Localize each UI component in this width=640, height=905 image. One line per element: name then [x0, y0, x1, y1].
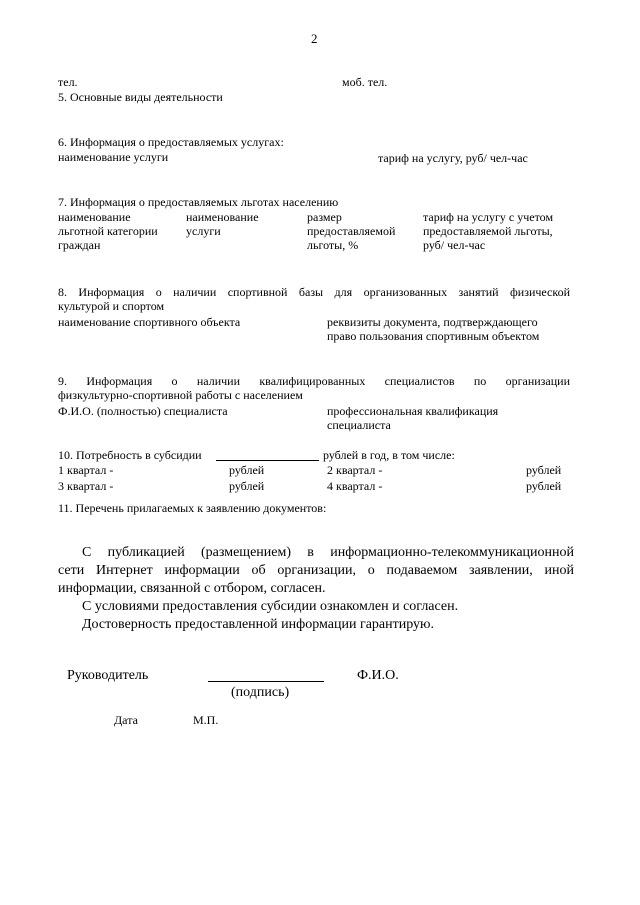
specialist-name-column: Ф.И.О. (полностью) специалиста: [58, 404, 228, 418]
consent-paragraph-line2: сети Интернет информации об организации, о подаваемом заявлении, иной: [58, 563, 574, 578]
quarter-3-currency: рублей: [229, 479, 265, 493]
section-9-title-line1: 9. Информация о наличии квалифицированных специалистов по организации: [58, 374, 570, 388]
fio-label: Ф.И.О.: [357, 668, 399, 683]
quarter-3-label: 3 квартал -: [58, 479, 114, 493]
quarter-1-label: 1 квартал -: [58, 463, 114, 477]
benefit-size-column-line3: льготы, %: [307, 238, 359, 252]
section-7-title: 7. Информация о предоставляемых льготах населению: [58, 195, 339, 209]
benefit-size-column-line2: предоставляемой: [307, 224, 396, 238]
section-6-title: 6. Информация о предоставляемых услугах:: [58, 135, 284, 149]
stamp-label: М.П.: [193, 713, 219, 727]
section-8-title-line1: 8. Информация о наличии спортивной базы для организованных занятий физической: [58, 285, 570, 299]
head-label: Руководитель: [67, 668, 149, 683]
benefit-category-column-line1: наименование: [58, 210, 131, 224]
specialist-qualification-column-line2: специалиста: [327, 418, 391, 432]
sport-document-column-line1: реквизиты документа, подтверждающего: [327, 315, 538, 329]
benefit-tariff-column-line1: тариф на услугу с учетом: [423, 210, 554, 224]
subsidy-amount-blank: [216, 460, 319, 461]
quarter-4-currency: рублей: [526, 479, 562, 493]
service-tariff-column: тариф на услугу, руб/ чел-час: [378, 151, 528, 165]
benefit-category-column-line2: льготной категории: [58, 224, 158, 238]
benefit-category-column-line3: граждан: [58, 238, 101, 252]
accuracy-guarantee: Достоверность предоставленной информации гарантирую.: [82, 617, 435, 632]
section-10-title-end: рублей в год, в том числе:: [323, 448, 455, 462]
section-10-title: 10. Потребность в субсидии: [58, 448, 202, 462]
specialist-qualification-column-line1: профессиональная квалификация: [327, 404, 499, 418]
sport-document-column-line2: право пользования спортивным объектом: [327, 329, 540, 343]
signature-line: [208, 681, 324, 682]
mobile-phone-label: моб. тел.: [342, 75, 388, 89]
benefit-service-column-line2: услуги: [186, 224, 221, 238]
section-8-title-line2: культурой и спортом: [58, 299, 165, 313]
benefit-tariff-column-line2: предоставляемой льготы,: [423, 224, 553, 238]
date-label: Дата: [114, 713, 138, 727]
quarter-4-label: 4 квартал -: [327, 479, 383, 493]
section-5-title: 5. Основные виды деятельности: [58, 90, 223, 104]
signature-caption: (подпись): [231, 685, 290, 700]
quarter-2-currency: рублей: [526, 463, 562, 477]
consent-paragraph-line1: С публикацией (размещением) в информационно-телекоммуникационной: [82, 545, 574, 560]
benefit-tariff-column-line3: руб/ чел-час: [423, 238, 486, 252]
section-9-title-line2: физкультурно-спортивной работы с населением: [58, 388, 303, 402]
quarter-2-label: 2 квартал -: [327, 463, 383, 477]
phone-label: тел.: [58, 75, 78, 89]
quarter-1-currency: рублей: [229, 463, 265, 477]
benefit-service-column-line1: наименование: [186, 210, 259, 224]
section-11-title: 11. Перечень прилагаемых к заявлению документов:: [58, 501, 327, 515]
benefit-size-column-line1: размер: [307, 210, 342, 224]
page-number: 2: [311, 31, 318, 46]
consent-paragraph-line3: информации, связанной с отбором, согласен.: [58, 581, 326, 596]
terms-acknowledgement: С условиями предоставления субсидии ознакомлен и согласен.: [82, 599, 459, 614]
service-name-column: наименование услуги: [58, 150, 169, 164]
sport-object-column: наименование спортивного объекта: [58, 315, 241, 329]
